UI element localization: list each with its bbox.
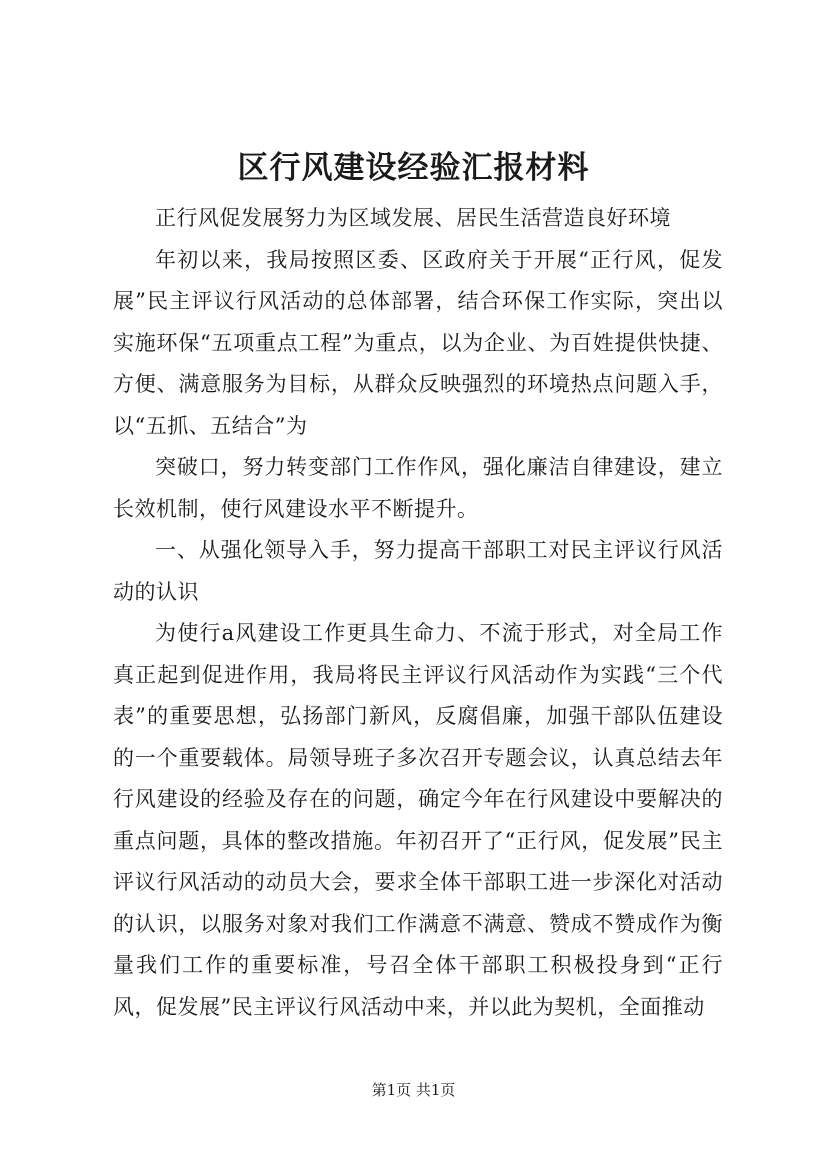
body-paragraph: 突破口，努力转变部门工作作风，强化廉洁自律建设，建立长效机制，使行风建设水平不断提升。 (113, 455, 723, 521)
body-paragraph: 年初以来，我局按照区委、区政府关于开展“正行风，促发展”民主评议行风活动的总体部署，结合环保工作实际，突出以实施环保“五项重点工程”为重点，以为企业、为百姓提供快捷、方便、满意服务为目标，从群众反映强烈的环境热点问题入手，以“五抓、五结合”为 (113, 247, 723, 438)
section-heading: 一、从强化领导入手，努力提高干部职工对民主评议行风活动的认识 (113, 538, 723, 604)
page-number-footer: 第1页 共1页 (371, 1081, 456, 1099)
document-title: 区行风建设经验汇报材料 (237, 150, 590, 186)
subtitle-paragraph: 正行风促发展努力为区域发展、居民生活营造良好环境 (155, 206, 671, 230)
body-paragraph: 为使行a风建设工作更具生命力、不流于形式，对全局工作真正起到促进作用，我局将民主评议行风活动作为实践“三个代表”的重要思想，弘扬部门新风，反腐倡廉，加强干部队伍建设的一个重要载体。局领导班子多次召开专题会议，认真总结去年行风建设的经验及存在的问题，确定今年在行风建设中要解决的重点问题，具体的整改措施。年初召开了“正行风，促发展”民主评议行风活动的动员大会，要求全体干部职工进一步深化对活动的认识，以服务对象对我们工作满意不满意、赞成不赞成作为衡量我们工作的重要标准，号召全体干部职工积极投身到“正行风，促发展”民主评议行风活动中来，并以此为契机，全面推动 (113, 621, 723, 1019)
document-body (113, 198, 723, 1028)
